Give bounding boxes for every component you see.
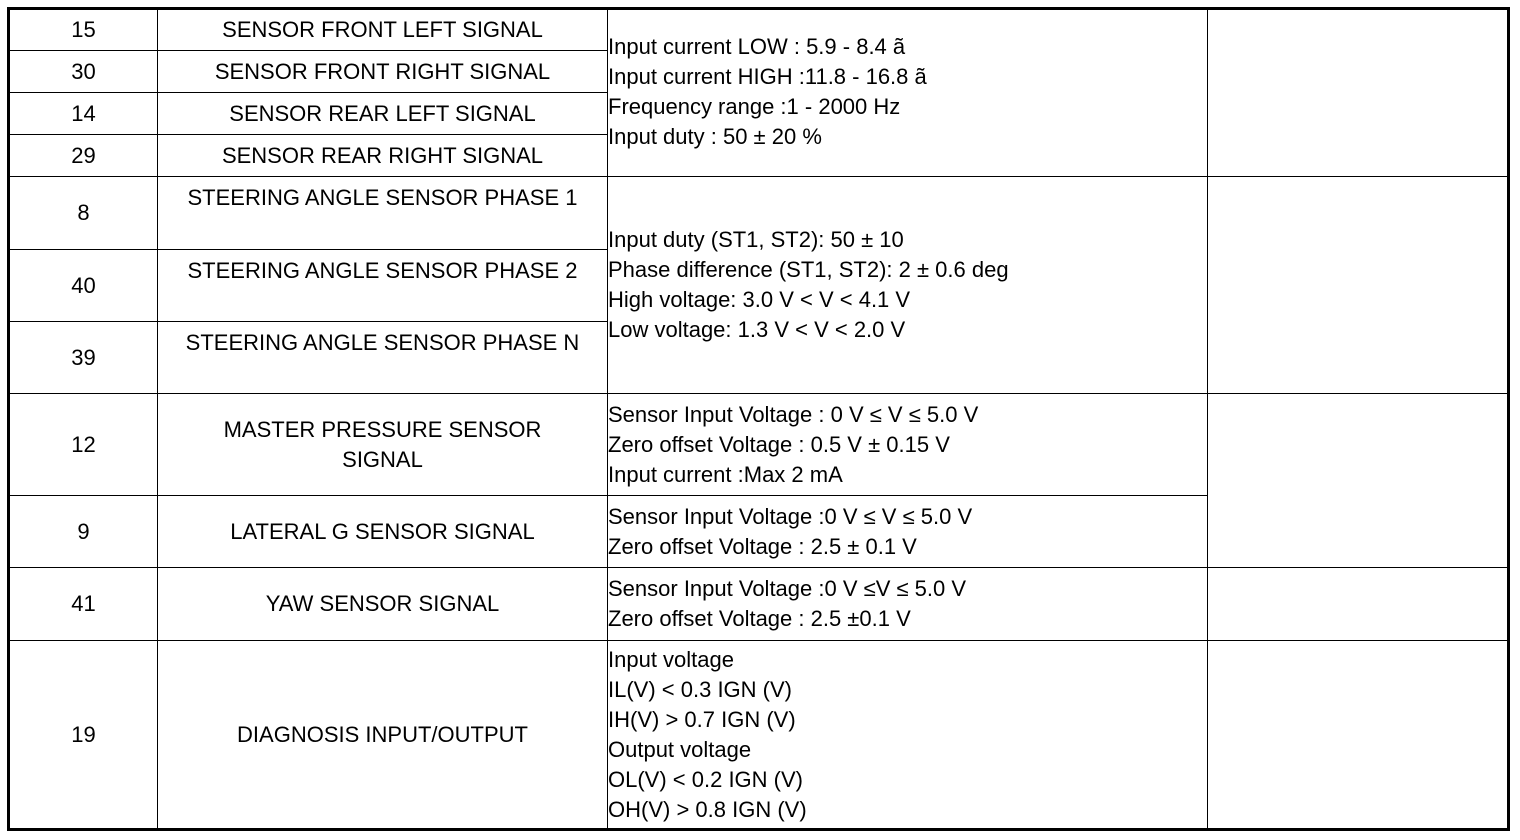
table-row [9, 568, 1509, 641]
pin-number: 15 [9, 9, 158, 51]
condition-line: Zero offset Voltage : 2.5 ±0.1 V [608, 606, 911, 631]
signal-description: DIAGNOSIS INPUT/OUTPUT [158, 641, 608, 830]
condition-line: Sensor Input Voltage : 0 V ≤ V ≤ 5.0 V [608, 401, 979, 427]
signal-description: SENSOR FRONT RIGHT SIGNAL [158, 51, 608, 93]
empty-cell [1208, 9, 1509, 177]
condition-line: Frequency range :1 - 2000 Hz [608, 94, 901, 119]
condition-line: OH(V) > 0.8 IGN (V) [608, 796, 807, 822]
terminal-spec-table [7, 7, 1510, 831]
pin-number: 40 [9, 250, 158, 322]
signal-description: STEERING ANGLE SENSOR PHASE 1 [158, 177, 608, 250]
pin-number: 30 [9, 51, 158, 93]
pin-number: 39 [9, 322, 158, 394]
condition-cell [608, 496, 1208, 568]
signal-description: SENSOR REAR RIGHT SIGNAL [158, 135, 608, 177]
condition-line: Input duty : 50 ± 20 % [608, 124, 822, 149]
condition-cell [608, 641, 1208, 830]
condition-cell [608, 568, 1208, 641]
empty-cell [1208, 641, 1509, 830]
pin-number: 8 [9, 177, 158, 250]
pin-number: 9 [9, 496, 158, 568]
empty-cell [1208, 394, 1509, 568]
signal-description: STEERING ANGLE SENSOR PHASE 2 [158, 250, 608, 322]
condition-line: Low voltage: 1.3 V < V < 2.0 V [608, 317, 906, 342]
condition-line: High voltage: 3.0 V < V < 4.1 V [608, 287, 911, 312]
pin-number: 41 [9, 568, 158, 641]
condition-line: Input current LOW : 5.9 - 8.4 ã [608, 34, 906, 59]
signal-description: YAW SENSOR SIGNAL [158, 568, 608, 641]
pin-number: 12 [9, 394, 158, 496]
condition-line: Sensor Input Voltage :0 V ≤V ≤ 5.0 V [608, 576, 967, 601]
condition-line: Input voltage [608, 646, 734, 672]
condition-line: Input current HIGH :11.8 - 16.8 ã [608, 64, 927, 89]
condition-line: Zero offset Voltage : 0.5 V ± 0.15 V [608, 431, 950, 457]
pin-number: 19 [9, 641, 158, 830]
pin-number: 29 [9, 135, 158, 177]
signal-description: STEERING ANGLE SENSOR PHASE N [158, 322, 608, 394]
table-row [9, 177, 1509, 250]
condition-cell [608, 9, 1208, 177]
signal-description: SENSOR REAR LEFT SIGNAL [158, 93, 608, 135]
table-row [9, 641, 1509, 830]
condition-cell [608, 177, 1208, 394]
condition-line: IL(V) < 0.3 IGN (V) [608, 676, 792, 702]
condition-line: Zero offset Voltage : 2.5 ± 0.1 V [608, 533, 917, 559]
condition-line: Input current :Max 2 mA [608, 461, 843, 487]
signal-description: MASTER PRESSURE SENSOR SIGNAL [158, 394, 608, 496]
condition-cell [608, 394, 1208, 496]
table-row [9, 394, 1509, 496]
condition-line: Sensor Input Voltage :0 V ≤ V ≤ 5.0 V [608, 503, 973, 529]
condition-line: OL(V) < 0.2 IGN (V) [608, 766, 803, 792]
condition-line: IH(V) > 0.7 IGN (V) [608, 706, 796, 732]
condition-line: Input duty (ST1, ST2): 50 ± 10 [608, 227, 904, 252]
signal-description: SENSOR FRONT LEFT SIGNAL [158, 9, 608, 51]
condition-line: Phase difference (ST1, ST2): 2 ± 0.6 deg [608, 257, 1009, 282]
empty-cell [1208, 568, 1509, 641]
signal-description: LATERAL G SENSOR SIGNAL [158, 496, 608, 568]
condition-line: Output voltage [608, 736, 752, 762]
table-row [9, 9, 1509, 51]
pin-number: 14 [9, 93, 158, 135]
empty-cell [1208, 177, 1509, 394]
